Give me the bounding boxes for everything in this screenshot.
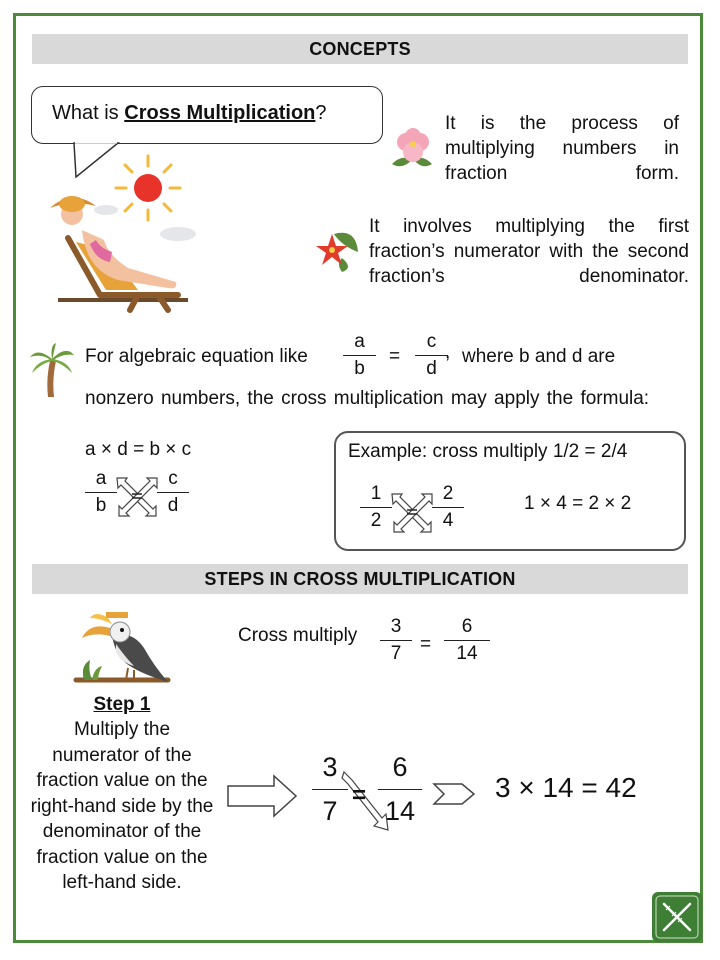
step-description: Multiply the numerator of the fraction value on the right-hand side by the denominator of the fraction value on the left-hand side.	[30, 719, 214, 893]
big-denominator: 7	[322, 796, 338, 826]
example-numerator: 1	[370, 483, 382, 504]
diagram-fraction-right	[157, 468, 189, 517]
fraction-bar	[444, 640, 490, 641]
cross-formula: a × d = b × c	[85, 439, 192, 460]
denominator-b: b	[354, 358, 365, 379]
fraction-bar	[343, 355, 376, 356]
right-arrow-icon	[226, 774, 298, 818]
example-title: Example: cross multiply 1/2 = 2/4	[348, 441, 628, 462]
example-numerator: 2	[442, 483, 454, 504]
equals-sign: =	[389, 346, 401, 367]
fraction-bar	[378, 789, 422, 790]
example-denominator: 4	[442, 510, 454, 531]
steps-banner: STEPS IN CROSS MULTIPLICATION	[32, 564, 688, 594]
definition-1: It is the process of multiplying numbers in fraction form.	[445, 113, 679, 184]
diagram-numerator: a	[95, 468, 107, 489]
question-bubble	[31, 86, 383, 144]
big-numerator: 3	[322, 752, 338, 782]
fraction-bar	[415, 355, 448, 356]
fraction-bar	[157, 492, 189, 493]
sunbathing-woman-illustration	[38, 150, 208, 315]
example-cross-arrows-icon	[388, 490, 436, 534]
steps-numerator: 6	[461, 616, 473, 637]
diagram-denominator: b	[95, 495, 107, 516]
diagram-numerator: c	[168, 468, 178, 489]
fraction-a-over-b	[343, 331, 376, 380]
example-denominator: 2	[370, 510, 382, 531]
big-equals-sign: =	[352, 782, 367, 809]
denominator-d: d	[426, 358, 437, 379]
steps-denominator: 14	[456, 643, 478, 664]
concepts-banner: CONCEPTS	[32, 34, 688, 64]
sun-icon	[116, 156, 180, 220]
fraction-bar	[380, 640, 412, 641]
bubble-term: Cross Multiplication	[124, 102, 316, 124]
steps-fraction-right	[444, 616, 490, 665]
bubble-suffix: ?	[315, 102, 327, 124]
fraction-bar	[432, 507, 464, 508]
steps-fraction-left	[380, 616, 412, 665]
cross-arrows-icon	[113, 474, 161, 518]
bubble-prefix: What is	[52, 102, 125, 124]
steps-denominator: 7	[390, 643, 402, 664]
steps-numerator: 3	[390, 616, 402, 637]
steps-equals-sign: =	[420, 634, 432, 655]
big-numerator: 6	[392, 752, 408, 782]
algebra-prefix: For algebraic equation like	[85, 346, 308, 367]
cross-multiply-label: Cross multiply	[238, 625, 358, 646]
algebra-suffix: where b and d are	[462, 346, 616, 367]
diagram-denominator: d	[167, 495, 179, 516]
comma: ,	[445, 342, 451, 363]
hibiscus-icon	[388, 124, 438, 172]
palm-tree-icon	[28, 343, 76, 398]
step-title: Step 1	[93, 694, 151, 715]
big-fraction-right	[378, 752, 422, 827]
chevron-right-icon	[432, 780, 476, 808]
definition-2: It involves multiplying the first fraction’s numerator with the second fraction’s denominator.	[369, 216, 689, 287]
pencil-ruler-badge-icon	[650, 890, 704, 944]
numerator-c: c	[426, 331, 437, 352]
big-denominator: 14	[384, 796, 416, 826]
bubble-question	[52, 101, 327, 126]
fraction-c-over-d	[415, 331, 451, 380]
example-fraction-right	[432, 483, 464, 532]
red-flower-icon	[312, 228, 360, 274]
hornbill-bird-icon	[72, 608, 176, 690]
algebra-continuation: nonzero numbers, the cross multiplication may apply the formula:	[85, 388, 650, 409]
example-result: 1 × 4 = 2 × 2	[524, 493, 632, 514]
step-result: 3 × 14 = 42	[495, 772, 637, 803]
numerator-a: a	[354, 331, 365, 352]
